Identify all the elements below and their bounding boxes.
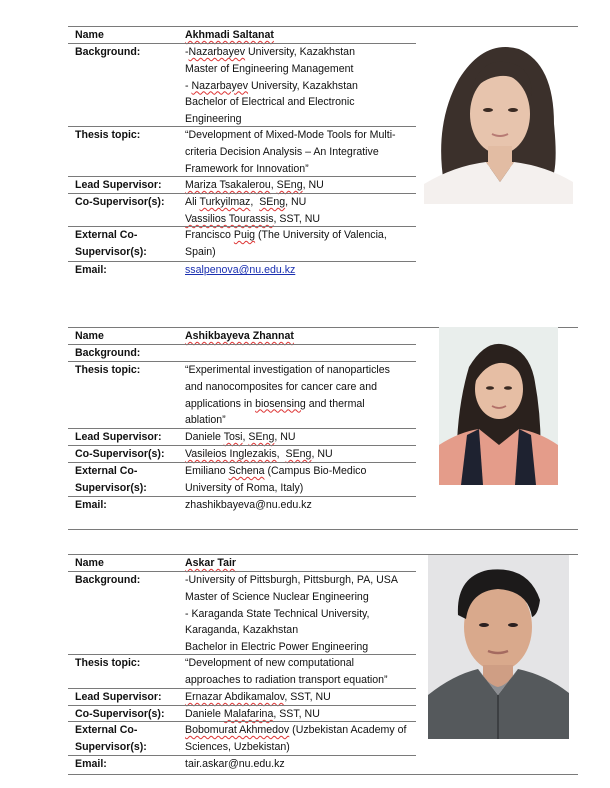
thesis-line: “Development of Mixed-Mode Tools for Multi- (185, 129, 396, 141)
label-lead: Lead Supervisor: (75, 431, 162, 443)
label-email: Email: (75, 264, 107, 276)
row-email (68, 262, 416, 279)
label-background: Background: (75, 574, 141, 586)
label-lead: Lead Supervisor: (75, 691, 162, 703)
label-background: Background: (75, 46, 141, 58)
row-background (68, 345, 416, 362)
row-co (68, 194, 416, 227)
label-co: Co-Supervisor(s): (75, 448, 165, 460)
co-supervisor: Vassilios Tourassis, SST, NU (185, 212, 321, 225)
thesis-line: approaches to radiation transport equation” (185, 673, 388, 686)
external-supervisor: University of Roma, Italy) (185, 481, 304, 494)
row-thesis (68, 655, 416, 689)
co-supervisor: Ali Turkyilmaz, SEng, NU (185, 196, 307, 208)
lead-supervisor: Mariza Tsakalerou, SEng, NU (185, 179, 324, 191)
row-background (68, 572, 416, 655)
thesis-line: Framework for Innovation” (185, 162, 309, 175)
background-line: Bachelor in Electric Power Engineering (185, 641, 369, 654)
row-name (68, 27, 416, 44)
thesis-line: applications in biosensing and thermal (185, 397, 365, 410)
row-thesis (68, 127, 416, 177)
email-text[interactable]: tair.askar@nu.edu.kz (185, 758, 285, 770)
background-line: - Nazarbayev University, Kazakhstan (185, 79, 358, 92)
background-line: Bachelor of Electrical and Electronic (185, 96, 355, 109)
label-name: Name (75, 330, 104, 342)
label-lead: Lead Supervisor: (75, 179, 162, 191)
row-name (68, 328, 416, 345)
external-supervisor: Bobomurat Akhmedov (Uzbekistan Academy of (185, 724, 407, 736)
background-line: -University of Pittsburgh, Pittsburgh, PA, USA (185, 574, 398, 586)
row-lead (68, 689, 416, 706)
background-line: Master of Science Nuclear Engineering (185, 590, 369, 603)
label-thesis: Thesis topic: (75, 657, 141, 669)
email-link[interactable]: ssalpenova@nu.edu.kz (185, 264, 296, 276)
row-co (68, 706, 416, 722)
table-bottom-rule (68, 774, 578, 775)
thesis-line: ablation” (185, 414, 226, 427)
external-supervisor: Spain) (185, 245, 216, 258)
label-thesis: Thesis topic: (75, 129, 141, 141)
label-background: Background: (75, 347, 141, 359)
label-thesis: Thesis topic: (75, 364, 141, 376)
external-supervisor: Emiliano Schena (Campus Bio-Medico (185, 465, 367, 477)
row-co (68, 446, 416, 463)
person-name: Akhmadi Saltanat (185, 29, 274, 41)
lead-supervisor: Daniele Tosi, SEng, NU (185, 431, 296, 443)
email-text[interactable]: zhashikbayeva@nu.edu.kz (185, 499, 312, 511)
row-external (68, 227, 416, 262)
portrait-photo-woman-white-blouse (424, 34, 573, 204)
table-bottom-rule (68, 529, 578, 530)
portrait-photo-man-grey-hoodie (428, 555, 569, 739)
label-name: Name (75, 557, 104, 569)
person-name: Ashikbayeva Zhannat (185, 330, 294, 342)
label-email: Email: (75, 499, 107, 511)
row-thesis (68, 362, 416, 429)
co-supervisor: Daniele Malafarina, SST, NU (185, 708, 320, 720)
row-external (68, 722, 416, 756)
spell-word: Nazarbayev (188, 46, 246, 58)
label-co: Co-Supervisor(s): (75, 196, 165, 208)
row-email (68, 756, 416, 773)
row-lead (68, 177, 416, 194)
label-co: Co-Supervisor(s): (75, 708, 165, 720)
row-lead (68, 429, 416, 446)
thesis-line: and nanocomposites for cancer care and (185, 380, 377, 393)
thesis-line: criteria Decision Analysis – An Integrative (185, 145, 379, 158)
row-background (68, 44, 416, 127)
external-supervisor: Francisco Puig (The University of Valencia, (185, 229, 387, 241)
lead-supervisor: Ernazar Abdikamalov, SST, NU (185, 691, 331, 703)
label-external: External Co- Supervisor(s): (75, 724, 147, 753)
spell-word: Nazarbayev (191, 79, 249, 92)
row-external (68, 463, 416, 497)
label-external: External Co- Supervisor(s): (75, 229, 147, 258)
background-line: Engineering (185, 113, 242, 126)
background-line: Master of Engineering Management (185, 62, 354, 75)
person-name: Askar Tair (185, 557, 237, 569)
background-line: Karaganda, Kazakhstan (185, 624, 299, 637)
co-supervisor: Vasileios Inglezakis, SEng, NU (185, 448, 333, 460)
label-email: Email: (75, 758, 107, 770)
thesis-line: “Experimental investigation of nanoparticles (185, 364, 390, 376)
external-supervisor: Sciences, Uzbekistan) (185, 740, 290, 753)
thesis-line: “Development of new computational (185, 657, 355, 669)
label-external: External Co- Supervisor(s): (75, 465, 147, 494)
portrait-photo-woman-pink-top (439, 327, 558, 485)
background-line: -Nazarbayev University, Kazakhstan (185, 46, 355, 58)
row-email (68, 497, 416, 514)
row-name (68, 555, 416, 572)
background-line: - Karaganda State Technical University, (185, 607, 370, 620)
label-name: Name (75, 29, 104, 41)
